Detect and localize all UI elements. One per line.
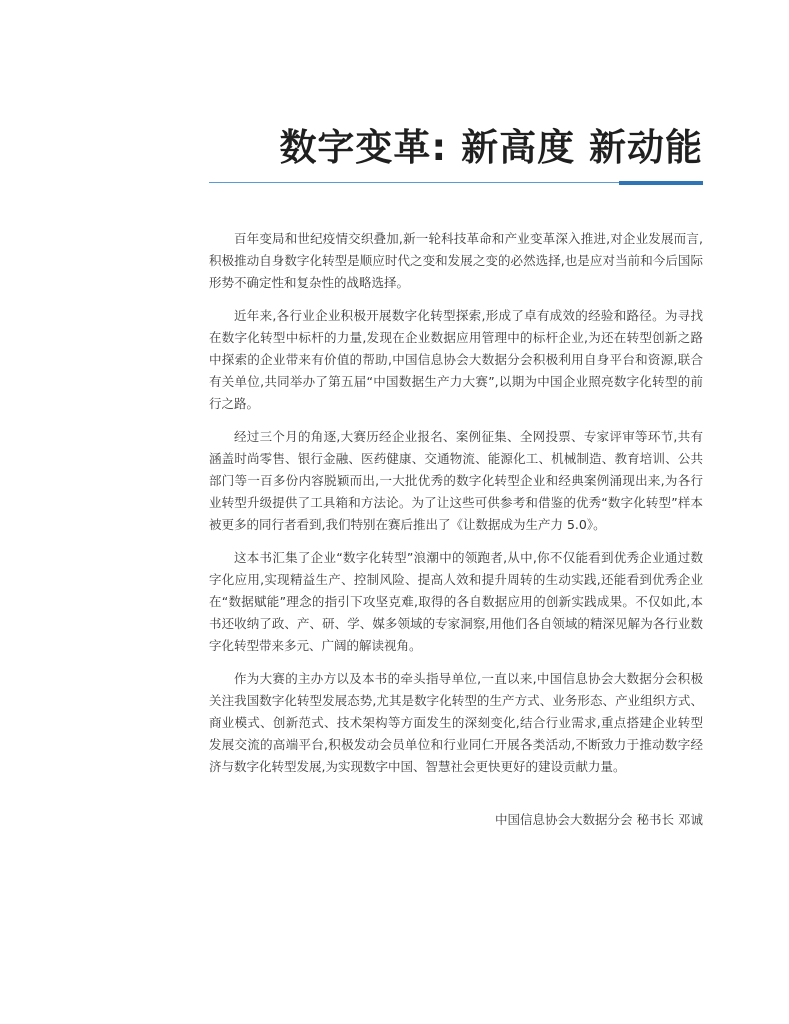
page-title: 数字变革: 新高度 新动能: [279, 126, 703, 169]
paragraph-2: 近年来,各行业企业积极开展数字化转型探索,形成了卓有成效的经验和路径。为寻找在数字化转型中标杆的力量,发现在企业数据应用管理中的标杆企业,为还在转型创新之路中探索的企业带来有价值的帮助,中国信息协会大数据分会积极利用自身平台和资源,联合有关单位,共同举办了第五届“中国数据生产力大赛”,以期为中国企业照亮数字化转型的前行之路。: [209, 308, 703, 411]
title-divider-accent: [619, 181, 703, 185]
signature: 中国信息协会大数据分会 秘书长 邓诚: [495, 812, 703, 827]
body-text: [209, 228, 703, 789]
paragraph-3: 经过三个月的角逐,大赛历经企业报名、案例征集、全网投票、专家评审等环节,共有涵盖时尚零售、银行金融、医药健康、交通物流、能源化工、机械制造、教育培训、公共部门等一百多份内容脱颖而出,一大批优秀的数字化转型企业和经典案例涌现出来,为各行业转型升级提供了工具箱和方法论。为了让这些可供参考和借鉴的优秀“数字化转型”样本被更多的同行者看到,我们特别在赛后推出了《让数据成为生产力 5.0》。: [209, 429, 703, 532]
paragraph-1: 百年变局和世纪疫情交织叠加,新一轮科技革命和产业变革深入推进,对企业发展而言,积极推动自身数字化转型是顺应时代之变和发展之变的必然选择,也是应对当前和今后国际形势不确定性和复杂性的战略选择。: [209, 231, 703, 290]
paragraph-4: 这本书汇集了企业“数字化转型”浪潮中的领跑者,从中,你不仅能看到优秀企业通过数字化应用,实现精益生产、控制风险、提高人效和提升周转的生动实践,还能看到优秀企业在“数据赋能”理念的指引下攻坚克难,取得的各自数据应用的创新实践成果。不仅如此,本书还收纳了政、产、研、学、媒多领域的专家洞察,用他们各自领域的精深见解为各行业数字化转型带来多元、广阔的解读视角。: [209, 550, 703, 653]
paragraph-5: 作为大赛的主办方以及本书的牵头指导单位,一直以来,中国信息协会大数据分会积极关注我国数字化转型发展态势,尤其是数字化转型的生产方式、业务形态、产业组织方式、商业模式、创新范式、技术架构等方面发生的深刻变化,结合行业需求,重点搭建企业转型发展交流的高端平台,积极发动会员单位和行业同仁开展各类活动,不断致力于推动数字经济与数字化转型发展,为实现数字中国、智慧社会更快更好的建设贡献力量。: [209, 671, 703, 774]
